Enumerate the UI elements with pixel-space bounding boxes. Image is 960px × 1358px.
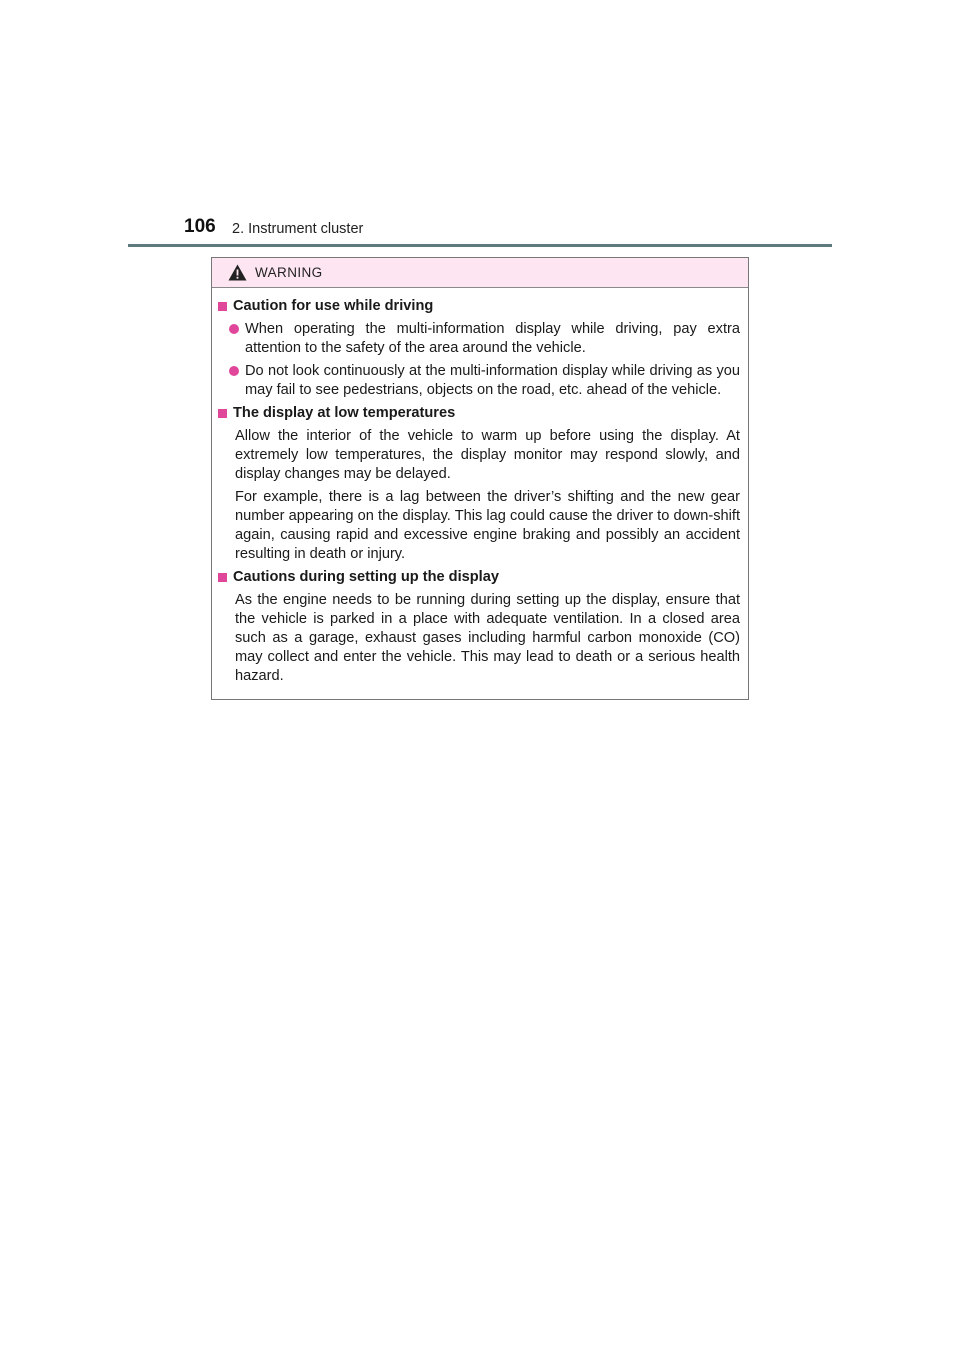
warning-section-driving	[217, 297, 740, 400]
paragraph: Allow the interior of the vehicle to warm up before using the display. At extremely low temperatures, the display monitor may respond slowly, and display changes may be delayed.	[235, 428, 740, 482]
warning-section-low-temperatures	[217, 404, 740, 564]
bullet-text: Do not look continuously at the multi-information display while driving as you may fail to see pedestrians, objects on the road, etc. ahead of the vehicle.	[245, 363, 740, 398]
section-title: 2. Instrument cluster	[232, 221, 364, 237]
page-number: 106	[184, 216, 216, 237]
bullet-text: When operating the multi-information display while driving, pay extra attention to the safety of the area around the vehicle.	[245, 321, 740, 356]
section-heading: Caution for use while driving	[233, 298, 434, 314]
section-heading: Cautions during setting up the display	[233, 569, 499, 585]
paragraph: For example, there is a lag between the driver’s shifting and the new gear number appearing on the display. This lag could cause the driver to down-shift again, causing rapid and excessive engine braking and possibly an accident resulting in death or injury.	[235, 489, 740, 562]
square-bullet-icon	[218, 302, 227, 311]
circle-bullet-icon	[229, 324, 239, 334]
warning-title: WARNING	[255, 265, 323, 280]
square-bullet-icon	[218, 409, 227, 418]
section-heading: The display at low temperatures	[233, 405, 456, 421]
warning-header	[212, 258, 748, 288]
header-rule	[128, 244, 832, 247]
square-bullet-icon	[218, 573, 227, 582]
list-item	[229, 320, 740, 358]
circle-bullet-icon	[229, 366, 239, 376]
warning-box	[211, 257, 749, 700]
warning-body	[212, 288, 748, 686]
list-item	[229, 362, 740, 400]
warning-triangle-icon	[228, 264, 247, 281]
warning-section-setup	[217, 568, 740, 686]
paragraph: As the engine needs to be running during setting up the display, ensure that the vehicle is parked in a place with adequate ventilation. In a closed area such as a garage, exhaust gases including harmful carbon monoxide (CO) may collect and enter the vehicle. This may lead to death or a serious health hazard.	[235, 592, 740, 684]
